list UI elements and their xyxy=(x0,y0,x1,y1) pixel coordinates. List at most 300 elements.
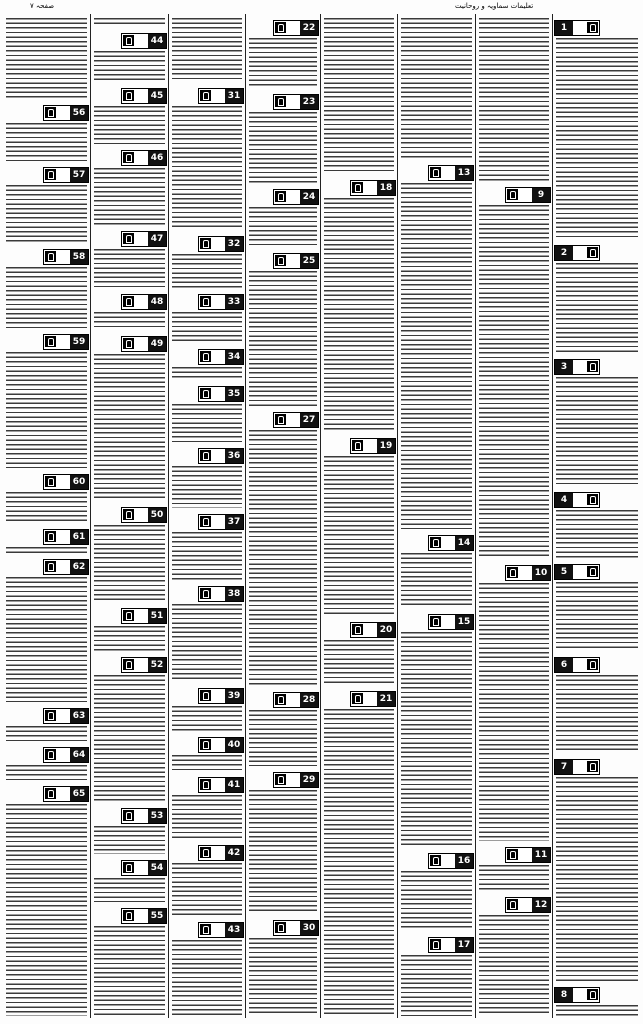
section-number: 42 xyxy=(225,846,243,860)
section-number: 31 xyxy=(225,89,243,103)
text-lines xyxy=(172,863,242,916)
hadith-section xyxy=(92,292,167,332)
book-icon xyxy=(200,924,211,935)
hadith-section xyxy=(170,735,244,773)
section-marker xyxy=(273,253,319,269)
book-icon xyxy=(587,247,598,258)
section-marker xyxy=(121,608,167,624)
section-marker xyxy=(505,187,551,203)
book-icon xyxy=(587,659,598,670)
section-marker xyxy=(428,853,474,869)
book-icon xyxy=(200,739,211,750)
book-icon xyxy=(587,494,598,505)
section-marker xyxy=(43,786,89,802)
text-lines xyxy=(249,430,317,686)
hadith-section xyxy=(170,686,244,733)
section-number: 33 xyxy=(225,295,243,309)
text-lines xyxy=(94,826,165,854)
hadith-section xyxy=(4,103,89,163)
hadith-section xyxy=(170,86,244,232)
hadith-section xyxy=(92,86,167,146)
hadith-section xyxy=(92,806,167,856)
hadith-section xyxy=(4,247,89,330)
section-marker xyxy=(350,622,396,638)
section-number: 51 xyxy=(148,609,166,623)
section-number: 17 xyxy=(455,938,473,952)
text-lines xyxy=(324,640,394,685)
text-lines xyxy=(324,18,394,174)
text-lines xyxy=(6,492,87,523)
book-icon xyxy=(507,567,518,578)
hadith-section xyxy=(247,690,319,768)
text-lines xyxy=(401,553,472,608)
section-number: 37 xyxy=(225,515,243,529)
text-lines xyxy=(94,525,165,602)
book-icon xyxy=(587,989,598,1000)
hadith-section xyxy=(554,757,640,983)
book-icon xyxy=(123,35,134,46)
section-marker xyxy=(121,657,167,673)
book-icon xyxy=(275,22,286,33)
section-marker xyxy=(198,777,244,793)
article-text-block xyxy=(399,16,474,161)
book-icon xyxy=(123,296,134,307)
section-number: 11 xyxy=(532,848,550,862)
hadith-section xyxy=(170,292,244,345)
text-lines xyxy=(6,726,87,741)
column-divider xyxy=(552,14,553,1018)
section-number: 7 xyxy=(555,760,573,774)
section-marker xyxy=(121,150,167,166)
hadith-section xyxy=(399,851,474,933)
text-lines xyxy=(94,675,165,802)
section-number: 52 xyxy=(148,658,166,672)
text-lines xyxy=(172,532,242,580)
section-number: 35 xyxy=(225,387,243,401)
text-lines xyxy=(401,955,472,1016)
book-icon xyxy=(430,616,441,627)
text-lines xyxy=(94,312,165,330)
book-icon xyxy=(430,537,441,548)
text-lines xyxy=(556,777,638,981)
section-number: 63 xyxy=(70,709,88,723)
text-lines xyxy=(172,106,242,230)
text-lines xyxy=(6,547,87,553)
hadith-section xyxy=(4,165,89,245)
section-number: 49 xyxy=(148,337,166,351)
book-icon xyxy=(123,233,134,244)
section-number: 9 xyxy=(532,188,550,202)
text-lines xyxy=(249,710,317,766)
book-icon xyxy=(200,847,211,858)
text-lines xyxy=(94,926,165,1016)
section-marker xyxy=(198,236,244,252)
section-marker xyxy=(198,737,244,753)
hadith-section xyxy=(92,906,167,1018)
text-lines xyxy=(6,352,87,468)
hadith-section xyxy=(554,18,640,241)
section-number: 59 xyxy=(70,335,88,349)
section-marker xyxy=(198,688,244,704)
text-lines xyxy=(172,795,242,839)
section-marker xyxy=(198,514,244,530)
book-icon xyxy=(200,779,211,790)
section-number: 3 xyxy=(555,360,573,374)
hadith-section xyxy=(477,563,551,843)
book-icon xyxy=(275,774,286,785)
text-lines xyxy=(556,38,638,239)
hadith-section xyxy=(247,410,319,688)
text-lines xyxy=(94,249,165,288)
book-icon xyxy=(275,96,286,107)
book-icon xyxy=(45,169,56,180)
book-icon xyxy=(123,152,134,163)
section-marker xyxy=(350,438,396,454)
section-number: 25 xyxy=(300,254,318,268)
section-marker xyxy=(121,507,167,523)
book-icon xyxy=(200,351,211,362)
text-lines xyxy=(324,709,394,1016)
book-icon xyxy=(45,561,56,572)
column-divider xyxy=(245,14,246,1018)
hadith-section xyxy=(554,243,640,355)
book-icon xyxy=(352,440,363,451)
section-number: 15 xyxy=(455,615,473,629)
text-lines xyxy=(94,878,165,902)
text-lines xyxy=(6,18,87,99)
hadith-section xyxy=(4,745,89,782)
section-marker xyxy=(198,922,244,938)
section-number: 57 xyxy=(70,168,88,182)
hadith-section xyxy=(322,620,396,687)
book-icon xyxy=(275,255,286,266)
section-number: 64 xyxy=(70,748,88,762)
section-marker xyxy=(198,88,244,104)
book-icon xyxy=(200,450,211,461)
hadith-section xyxy=(399,612,474,849)
section-number: 29 xyxy=(300,773,318,787)
section-marker xyxy=(554,492,600,508)
text-lines xyxy=(324,456,394,616)
book-icon xyxy=(507,189,518,200)
section-number: 30 xyxy=(300,921,318,935)
hadith-section xyxy=(92,334,167,503)
book-icon xyxy=(275,694,286,705)
article-text-block xyxy=(4,16,89,101)
hadith-section xyxy=(247,251,319,408)
text-lines xyxy=(6,804,87,1016)
hadith-section xyxy=(247,918,319,1018)
text-lines xyxy=(556,263,638,353)
hadith-section xyxy=(170,384,244,444)
text-lines xyxy=(249,790,317,914)
book-icon xyxy=(200,690,211,701)
text-lines xyxy=(94,18,165,27)
section-number: 22 xyxy=(300,21,318,35)
text-lines xyxy=(401,871,472,931)
book-icon xyxy=(123,810,134,821)
book-icon xyxy=(45,788,56,799)
hadith-section xyxy=(477,845,551,893)
text-lines xyxy=(94,354,165,501)
hadith-section xyxy=(322,178,396,434)
text-lines xyxy=(172,755,242,771)
section-number: 56 xyxy=(70,106,88,120)
section-number: 14 xyxy=(455,536,473,550)
section-number: 34 xyxy=(225,350,243,364)
book-icon xyxy=(45,476,56,487)
text-lines xyxy=(556,377,638,486)
section-marker xyxy=(43,167,89,183)
section-marker xyxy=(554,987,600,1003)
book-icon xyxy=(45,336,56,347)
section-number: 44 xyxy=(148,34,166,48)
hadith-section xyxy=(399,533,474,610)
section-marker xyxy=(350,180,396,196)
section-marker xyxy=(121,88,167,104)
section-number: 45 xyxy=(148,89,166,103)
section-number: 60 xyxy=(70,475,88,489)
text-lines xyxy=(479,18,549,181)
book-icon xyxy=(352,182,363,193)
section-marker xyxy=(198,845,244,861)
hadith-section xyxy=(477,895,551,1018)
section-number: 62 xyxy=(70,560,88,574)
section-marker xyxy=(198,448,244,464)
page-number-label: صفحہ ۷ xyxy=(30,2,55,10)
hadith-section xyxy=(477,185,551,561)
hadith-section xyxy=(554,490,640,560)
hadith-section xyxy=(4,557,89,704)
column-divider xyxy=(168,14,169,1018)
book-icon xyxy=(507,849,518,860)
section-number: 61 xyxy=(70,530,88,544)
hadith-section xyxy=(92,505,167,604)
section-marker xyxy=(554,564,600,580)
text-lines xyxy=(556,675,638,753)
section-number: 5 xyxy=(555,565,573,579)
text-lines xyxy=(479,583,549,841)
section-marker xyxy=(428,614,474,630)
book-icon xyxy=(275,922,286,933)
text-lines xyxy=(172,604,242,682)
section-number: 12 xyxy=(532,898,550,912)
text-lines xyxy=(401,632,472,847)
section-marker xyxy=(121,860,167,876)
section-marker xyxy=(121,908,167,924)
text-lines xyxy=(94,168,165,225)
section-number: 24 xyxy=(300,190,318,204)
section-marker xyxy=(198,586,244,602)
hadith-section xyxy=(92,229,167,290)
section-number: 55 xyxy=(148,909,166,923)
section-number: 4 xyxy=(555,493,573,507)
section-number: 13 xyxy=(455,166,473,180)
section-number: 43 xyxy=(225,923,243,937)
book-icon xyxy=(430,855,441,866)
text-lines xyxy=(401,183,472,529)
hadith-section xyxy=(92,858,167,904)
book-icon xyxy=(587,361,598,372)
text-lines xyxy=(324,198,394,432)
section-number: 23 xyxy=(300,95,318,109)
hadith-section xyxy=(554,357,640,488)
text-lines xyxy=(94,626,165,651)
text-lines xyxy=(249,112,317,183)
text-lines xyxy=(6,577,87,702)
book-icon xyxy=(507,899,518,910)
hadith-section xyxy=(554,655,640,755)
section-number: 39 xyxy=(225,689,243,703)
section-marker xyxy=(554,657,600,673)
book-icon xyxy=(45,251,56,262)
text-lines xyxy=(249,938,317,1016)
section-marker xyxy=(505,565,551,581)
column-divider xyxy=(90,14,91,1018)
section-number: 46 xyxy=(148,151,166,165)
hadith-section xyxy=(322,436,396,618)
text-lines xyxy=(249,207,317,247)
hadith-section xyxy=(170,347,244,382)
text-lines xyxy=(249,38,317,88)
section-marker xyxy=(198,349,244,365)
section-marker xyxy=(273,20,319,36)
book-icon xyxy=(123,910,134,921)
text-lines xyxy=(6,765,87,780)
section-marker xyxy=(198,294,244,310)
section-marker xyxy=(121,294,167,310)
section-marker xyxy=(428,937,474,953)
section-number: 18 xyxy=(377,181,395,195)
section-number: 32 xyxy=(225,237,243,251)
section-marker xyxy=(273,412,319,428)
section-marker xyxy=(273,772,319,788)
section-number: 8 xyxy=(555,988,573,1002)
hadith-section xyxy=(170,843,244,918)
section-marker xyxy=(198,386,244,402)
hadith-section xyxy=(170,512,244,582)
section-number: 65 xyxy=(70,787,88,801)
article-text-block xyxy=(322,16,396,176)
section-number: 53 xyxy=(148,809,166,823)
article-text-block xyxy=(92,16,167,29)
hadith-section xyxy=(92,606,167,653)
article-text-block xyxy=(170,16,244,84)
text-lines xyxy=(172,404,242,442)
article-text-block xyxy=(477,16,551,183)
section-marker xyxy=(273,189,319,205)
section-marker xyxy=(43,529,89,545)
book-icon xyxy=(45,531,56,542)
book-icon xyxy=(352,624,363,635)
hadith-section xyxy=(170,446,244,510)
section-marker xyxy=(121,808,167,824)
hadith-section xyxy=(4,527,89,555)
section-number: 47 xyxy=(148,232,166,246)
section-marker xyxy=(350,691,396,707)
book-icon xyxy=(200,90,211,101)
text-lines xyxy=(94,51,165,82)
text-lines xyxy=(6,185,87,243)
text-lines xyxy=(556,510,638,558)
section-number: 40 xyxy=(225,738,243,752)
section-number: 54 xyxy=(148,861,166,875)
hadith-section xyxy=(247,18,319,90)
section-marker xyxy=(43,708,89,724)
hadith-section xyxy=(170,584,244,684)
hadith-section xyxy=(247,187,319,249)
book-icon xyxy=(275,414,286,425)
section-number: 16 xyxy=(455,854,473,868)
section-number: 41 xyxy=(225,778,243,792)
book-icon xyxy=(352,693,363,704)
text-lines xyxy=(172,940,242,1016)
book-icon xyxy=(45,710,56,721)
section-marker xyxy=(505,897,551,913)
section-marker xyxy=(43,747,89,763)
book-icon xyxy=(430,939,441,950)
section-marker xyxy=(505,847,551,863)
section-number: 20 xyxy=(377,623,395,637)
section-marker xyxy=(554,359,600,375)
section-number: 38 xyxy=(225,587,243,601)
text-lines xyxy=(249,271,317,406)
book-icon xyxy=(123,509,134,520)
section-number: 1 xyxy=(555,21,573,35)
text-lines xyxy=(479,915,549,1016)
section-marker xyxy=(554,20,600,36)
text-lines xyxy=(479,865,549,891)
hadith-section xyxy=(170,920,244,1018)
section-marker xyxy=(273,920,319,936)
book-icon xyxy=(123,659,134,670)
book-icon xyxy=(123,90,134,101)
book-icon xyxy=(587,761,598,772)
hadith-section xyxy=(92,655,167,804)
book-icon xyxy=(200,296,211,307)
section-marker xyxy=(428,535,474,551)
hadith-section xyxy=(554,985,640,1018)
section-marker xyxy=(273,692,319,708)
hadith-section xyxy=(399,935,474,1018)
column-divider xyxy=(320,14,321,1018)
book-icon xyxy=(200,388,211,399)
section-number: 10 xyxy=(532,566,550,580)
book-icon xyxy=(45,107,56,118)
book-icon xyxy=(587,566,598,577)
hadith-section xyxy=(247,92,319,185)
section-marker xyxy=(121,336,167,352)
text-lines xyxy=(479,205,549,559)
text-lines xyxy=(556,1005,638,1016)
hadith-section xyxy=(170,234,244,290)
section-number: 28 xyxy=(300,693,318,707)
section-number: 19 xyxy=(377,439,395,453)
hadith-section xyxy=(92,148,167,227)
section-marker xyxy=(43,249,89,265)
book-icon xyxy=(123,610,134,621)
page-header-title: تعلیمات سماویہ و روحانیت xyxy=(455,2,534,10)
text-lines xyxy=(172,254,242,288)
section-marker xyxy=(121,231,167,247)
column-divider xyxy=(397,14,398,1018)
hadith-section xyxy=(554,562,640,653)
book-icon xyxy=(587,22,598,33)
section-marker xyxy=(43,105,89,121)
section-marker xyxy=(428,165,474,181)
hadith-section xyxy=(247,770,319,916)
column-divider xyxy=(475,14,476,1018)
